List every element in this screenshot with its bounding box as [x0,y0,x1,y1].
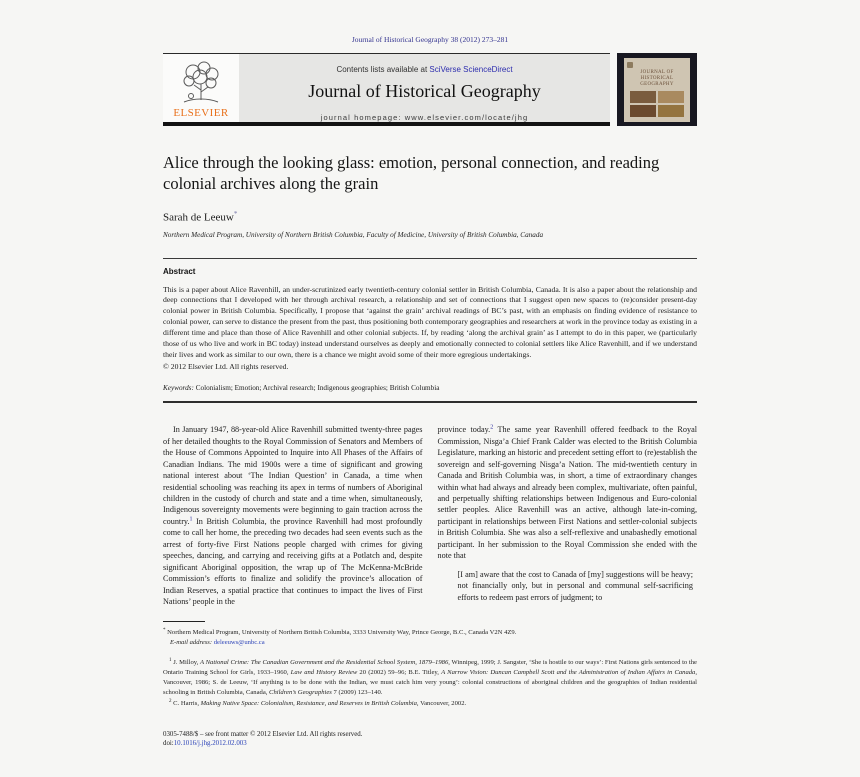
contents-line [239,65,610,74]
footnote-title-italic: Making Native Space: Colonialism, Resistance, and Reserves in British Columbia [200,699,417,707]
cover-image-tile [658,105,684,117]
block-quote: [I am] aware that the cost to Canada of [my] suggestions will be heavy; not financially only, but in personal and communal self-sacrificing efforts to redeem past errors of judgment; to [457,569,693,602]
footnote-1 [163,657,697,698]
doi-line [163,740,697,747]
author-affiliation: Northern Medical Program, University of Northern British Columbia, Faculty of Medicine, University of British Columbia, Canada [163,230,544,239]
body-columns [163,424,697,608]
body-column-right [438,424,698,608]
journal-cover-thumbnail [617,53,697,126]
body-paragraph [438,424,698,562]
footnote-separator [163,621,205,622]
footnote-title-italic: Law and History Review [290,668,358,676]
footnote-ref-2[interactable]: 2 [490,424,494,431]
address-text: Northern Medical Program, University of Northern British Columbia, 3333 University Way, Prince George, B.C., Canada V2N 4Z9. [165,629,517,637]
cover-title [627,70,687,87]
footnote-2-mark: 2 [169,698,172,704]
corresponding-address-note [163,627,697,638]
cover-logo-icon [627,62,633,68]
journal-cover [624,58,690,122]
footnote-text: , Vancouver, 2002. [416,699,467,707]
footnote-text: 20 (2002) 59–96; B.E. Titley, [357,668,442,676]
abstract-section [163,258,697,404]
author-name: Sarah de Leeuw [163,211,234,224]
doi-label: doi: [163,739,174,747]
email-label: E-mail address: [170,638,214,646]
footnote-ref-1[interactable]: 1 [189,516,193,523]
issn-line: 0305-7488/$ – see front matter © 2012 Elsevier Ltd. All rights reserved. [163,730,363,738]
body-paragraph [163,424,423,608]
body-text: In British Columbia, the province Ravenhill had most profoundly come to call her home, the preceding two decades had seen events such as the arrest of forty-five First Nations people charged with crimes for giving speeches, dancing, and carrying and receiving gifts at a Potlatch and, despite significant Aboriginal opposition, the wrap up of The McKenna-McBride Commission’s efforts to finalize and solidify the province’s allocation of Indian Reserves, a spatial practice that continues to impact the lives of First Nations’ people in the [163,516,423,607]
email-link[interactable]: deleeuws@unbc.ca [213,638,265,646]
corresponding-author-mark[interactable]: * [233,209,238,218]
journal-title: Journal of Historical Geography [308,81,541,101]
cover-image-tile [630,105,656,117]
abstract-text: This is a paper about Alice Ravenhill, an under-scrutinized early twentieth-century colonial settler in British Columbia, Canada. It is also a paper about the relationship and deep connections that I developed with her through archival research, a relationship and set of connections that I suggest open new spaces to (re)consider present-day colonial power in British Columbia. Specifically, I propose that ‘against the grain’ archival readings of BC’s past, with an emphasis on finding evidence of resistance to colonial power, can serve to distance the present from the past, thus positioning both contemporary geographies and researchers at work in the province today as existing in a different time and place than those of Alice Ravenhill and other colonial subjects. If, by reading ‘along the archival grain’ as I attempt to do in this paper, we (particularly those of us who live and work in BC today) instead understand ourselves as deeply and emotionally connected to colonial settlers like Alice Ravenhill, and if we understand their lives and work as similar to our own, there is a chance we might avoid some of their more egregious undertakings. [163,284,697,360]
body-column-left [163,424,423,608]
copyright-line: © 2012 Elsevier Ltd. All rights reserved. [163,362,289,372]
body-text: In January 1947, 88-year-old Alice Ravenhill submitted twenty-three pages of her detailed thoughts to the Royal Commission of Senators and Members of the House of Commons Appointed to Inquire into All Phases of the Affairs of Canadian Indians. The mid 1900s were a time of significant and growing national interest about ‘The Indian Question’ in Canada, a time when residential schooling was reaching its apex in terms of numbers of Aboriginal children in the custody of church and state and a time when, simultaneously, Indigenous sovereignty movements were beginning to gain traction across the country. [163,425,423,526]
cover-title-line3: GEOGRAPHY [640,81,674,87]
footnote-title-italic: A National Crime: The Canadian Government and the Residential School System, 1879–1986 [200,659,449,666]
header-banner [163,53,610,126]
elsevier-logo [163,54,239,122]
author-line [163,210,697,224]
keywords-label: Keywords: [163,384,194,393]
abstract-heading: Abstract [163,266,196,276]
cover-image-tile [630,91,656,103]
journal-homepage-link[interactable]: journal homepage: www.elsevier.com/locate/jhg [320,113,529,122]
footnote-references [163,657,697,709]
body-text: The same year Ravenhill offered feedback to the Royal Commission, Nisga’a Chief Frank Calder was elected to the British Columbia Legislature, marking an historic and precedent setting effort to (re)establish the sovereign and self-governing Nisga’a Nation. The mid-twentieth century in Canada and British Columbia was, in short, a time of extraordinary changes within what had always and already been complex, multivariate, often painful, and perpetually shifting relationships between Indigenous and Euro-colonial settler peoples. Alice Ravenhill was an active, although late-in-coming, participant in relationships between First Nations and settler-colonial subjects in British Columbia. She was also a self-reflexive and unabashedly emotional participant. In her submission to the Royal Commission she ended with the note that [437,425,697,561]
cover-title-line2: HISTORICAL [640,75,674,81]
cover-title-line1: JOURNAL OF [640,70,674,75]
footnotes [163,621,697,709]
journal-header [163,53,697,126]
footnote-title-italic: A Narrow Vision: Duncan Campbell Scott and the Administration of Indian Affairs in Canada [441,668,696,676]
asterisk-mark: * [163,627,166,633]
article-title: Alice through the looking glass: emotion, personal connection, and reading colonial archives along the grain [163,153,660,194]
sciverse-sciencedirect-link[interactable]: SciVerse ScienceDirect [429,65,513,74]
elsevier-tree-icon [180,60,222,106]
footnote-2 [163,698,697,709]
running-head: Journal of Historical Geography 38 (2012) 273–281 [351,35,509,44]
email-note [170,638,697,648]
doi-link[interactable]: 10.1016/j.jhg.2012.02.003 [173,739,247,747]
footnote-1-mark: 1 [169,657,172,663]
contents-prefix: Contents lists available at [336,65,430,74]
footnote-text: , Winnipeg, 1999; J. Sangster, ‘She is hostile to our ways’: First Nations girls sentenced to the Ontario Training School for Girls, 1933–1960, [163,659,697,676]
cover-image-tile [658,91,684,103]
footnote-text: , Vancouver, 1986; S. de Leeuw, ‘If anything is to be done with the Indian, we must catch him very young’: colonial constructions of aboriginal children and the geographies of Indian residential schooling in British Columbia, Canada, [163,668,697,696]
keywords-list: Colonialism; Emotion; Archival research; Indigenous geographies; British Columbia [193,384,440,393]
footnote-title-italic: Children’s Geographies [269,688,332,696]
banner-center [239,54,610,122]
article-page [163,0,697,747]
footnote-text: 7 (2009) 123–140. [331,688,383,696]
keywords-line [163,384,697,403]
footnote-text: J. Milloy, [171,659,201,666]
imprint-block [163,731,697,747]
footnote-text: C. Harris, [171,699,201,707]
body-text: province today. [437,425,491,435]
elsevier-wordmark: ELSEVIER [173,107,229,119]
cover-image-grid [627,91,687,117]
